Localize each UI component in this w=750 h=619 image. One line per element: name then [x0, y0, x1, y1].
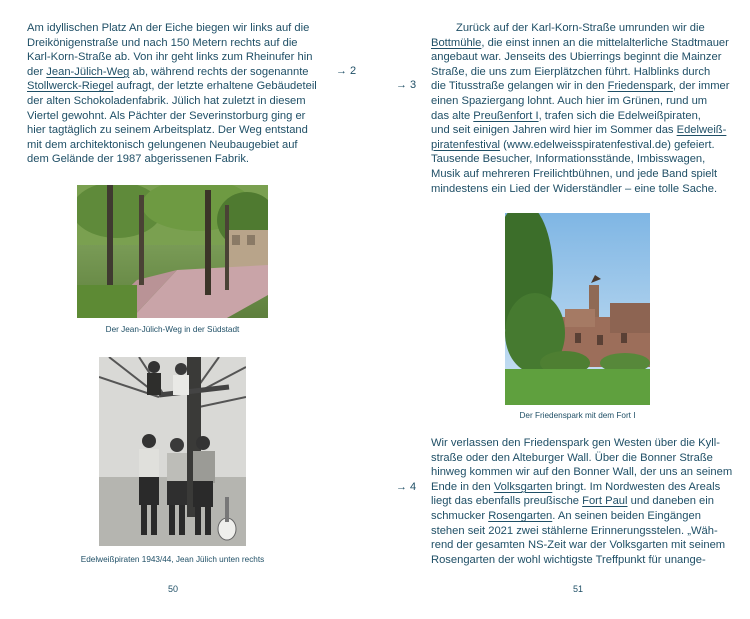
text-segment: und seit einigen Jahren wird hier im Sommer das — [431, 124, 677, 137]
text-line — [431, 36, 736, 51]
text-segment: dem Gelände der 1987 abgerissenen Fabrik. — [27, 153, 250, 166]
text-segment: stehen seit 2021 zwei stählerne Erinnerungsstelen. „Wäh- — [431, 524, 718, 537]
text-segment: hinweg kommen wir auf den Bonner Wall, der uns an seinem — [431, 466, 733, 479]
text-line — [431, 494, 736, 509]
text-segment: die Titusstraße gelangen wir in den — [431, 80, 608, 93]
text-line — [431, 50, 736, 65]
text-segment: , der immer — [672, 80, 730, 93]
text-line — [27, 109, 357, 124]
text-segment: einen Spaziergang lohnt. Auch hier im Grünen, rund um — [431, 94, 708, 107]
text-segment: Dreikönigenstraße und nach 150 Metern rechts auf die — [27, 36, 298, 49]
text-segment: , trafen sich die Edelweißpiraten, — [538, 109, 701, 122]
text-segment: . An seinen beiden Eingängen — [552, 509, 701, 522]
left-paragraph — [27, 21, 357, 167]
friedenspark-photo-caption: Der Friedenspark mit dem Fort I — [519, 411, 636, 420]
text-line — [431, 109, 736, 124]
page-number-left: 50 — [168, 584, 179, 594]
text-segment: ab, während rechts der sogenannte — [129, 65, 309, 78]
text-segment: Zurück auf der Karl-Korn-Straße umrunden wir die — [456, 22, 705, 34]
park-photo-caption: Der Jean-Jülich-Weg in der Südstadt — [105, 325, 240, 334]
text-line — [431, 465, 736, 480]
text-line — [27, 21, 357, 36]
text-line — [431, 152, 736, 167]
text-segment: der alten Schokoladenfabrik. Jülich hat zuletzt in diesem — [27, 94, 306, 107]
page-number-right: 51 — [573, 584, 584, 594]
text-segment: Rosengarten der wohl wichtigste Treffpunkt für unange- — [431, 553, 706, 566]
text-segment: aufragt, der letzte erhaltene Gebäudeteil — [113, 80, 317, 93]
text-segment: Straße, die uns zum Eierplätzchen führt. Halblinks durch — [431, 65, 711, 78]
place-reference-link[interactable]: Volksgarten — [493, 480, 553, 493]
park-photo — [77, 185, 268, 318]
text-line — [27, 50, 357, 65]
place-reference-link[interactable]: Edelweiß- — [676, 124, 727, 137]
margin-ref-3: → 3 — [396, 79, 417, 91]
text-segment: (www.edelweisspiratenfestival.de) gefeiert. — [500, 138, 715, 151]
text-segment: rend der gesamten NS-Zeit war der Volksgarten mit seinem — [431, 539, 726, 552]
text-line — [431, 553, 736, 568]
place-reference-link[interactable]: Bottmühle — [431, 36, 482, 49]
text-segment: liegt das ebenfalls preußische — [431, 495, 583, 508]
text-line — [431, 182, 736, 197]
text-segment: mindestens ein Lied der Widerständler – eine tolle Sache. — [431, 182, 718, 195]
margin-ref-4: → 4 — [396, 481, 417, 493]
text-line — [431, 480, 736, 495]
place-reference-link[interactable]: piratenfestival — [431, 138, 501, 151]
text-line — [431, 138, 736, 153]
text-segment: der — [27, 65, 47, 78]
text-line — [27, 65, 357, 80]
place-reference-link[interactable]: Jean-Jülich-Weg — [46, 65, 130, 78]
text-line — [431, 21, 736, 36]
text-segment: schmucker — [431, 509, 489, 522]
text-line — [431, 509, 736, 524]
text-line — [27, 94, 357, 109]
place-reference-link[interactable]: Friedenspark — [607, 80, 673, 93]
place-reference-link[interactable]: Fort Paul — [582, 495, 628, 508]
text-line — [27, 79, 357, 94]
text-line — [431, 538, 736, 553]
text-segment: Karl-Korn-Straße ab. Von ihr geht links zum Rheinufer hin — [27, 51, 313, 64]
text-line — [431, 167, 736, 182]
edelweisspiraten-photo-caption: Edelweißpiraten 1943/44, Jean Jülich unten rechts — [80, 555, 265, 564]
text-segment: Wir verlassen den Friedenspark gen Westen über die Kyll- — [431, 437, 720, 449]
text-line — [27, 36, 357, 51]
place-reference-link[interactable]: Stollwerck-Riegel — [27, 80, 114, 93]
text-segment: und daneben ein — [627, 495, 714, 508]
margin-ref-2: → 2 — [336, 65, 357, 77]
text-segment: mit dem architektonisch gelungenen Neubaugebiet auf — [27, 138, 298, 151]
text-line — [431, 79, 736, 94]
text-line — [431, 123, 736, 138]
text-line — [431, 524, 736, 539]
text-segment: Ende in den — [431, 480, 494, 493]
place-reference-link[interactable]: Rosengarten — [488, 509, 553, 522]
edelweisspiraten-photo — [99, 357, 246, 546]
text-line — [431, 94, 736, 109]
text-segment: hier tagtäglich zu seinem Arbeitsplatz. Der Weg entstand — [27, 124, 308, 137]
text-segment: Viertel gewohnt. Als Pächter der Severinstorburg ging er — [27, 109, 306, 122]
text-line — [27, 152, 357, 167]
text-line — [431, 65, 736, 80]
place-reference-link[interactable]: Preußenfort I — [473, 109, 539, 122]
text-line — [431, 451, 736, 466]
friedenspark-photo — [505, 213, 650, 405]
text-line — [431, 436, 736, 451]
text-segment: das alte — [431, 109, 474, 122]
text-segment: Am idyllischen Platz An der Eiche biegen wir links auf die — [27, 22, 310, 34]
text-segment: Musik auf mehreren Freilichtbühnen, und jede Band spielt — [431, 167, 718, 180]
text-segment: , die einst innen an die mittelalterliche Stadtmauer — [481, 36, 729, 49]
right-paragraph-1 — [431, 21, 736, 196]
text-segment: Tausende Besucher, Informationsstände, Imbisswagen, — [431, 153, 706, 166]
text-segment: straße oder den Alteburger Wall. Über die Bonner Straße — [431, 451, 713, 464]
right-paragraph-2 — [431, 436, 736, 567]
text-line — [27, 138, 357, 153]
text-line — [27, 123, 357, 138]
text-segment: angebaut war. Jenseits des Ubierrings beginnt die Mainzer — [431, 51, 722, 64]
text-segment: bringt. Im Nordwesten des Areals — [552, 480, 721, 493]
